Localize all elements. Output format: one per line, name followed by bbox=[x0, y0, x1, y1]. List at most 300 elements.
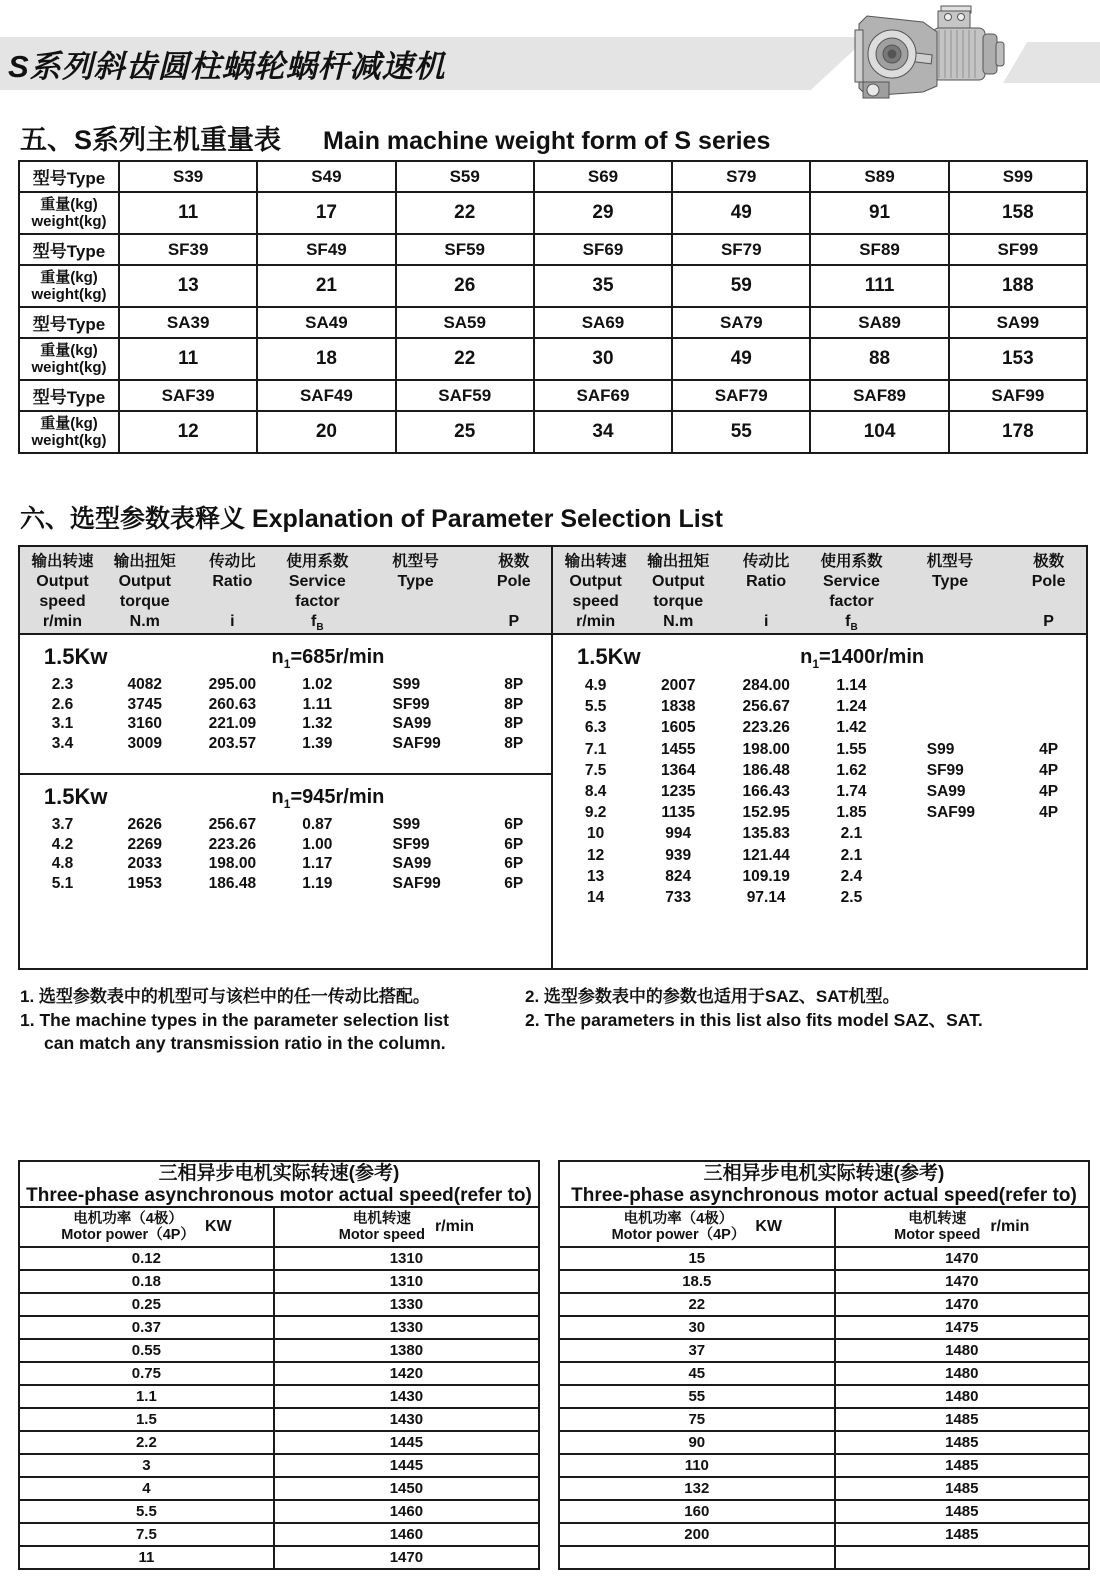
param-cell bbox=[1011, 845, 1086, 866]
weight-table-weight-row bbox=[19, 338, 1087, 380]
header-unit bbox=[355, 612, 477, 632]
weight-label-cn: 重量(kg) bbox=[40, 342, 98, 359]
weight-cell: 29 bbox=[534, 192, 672, 234]
header-en: Output bbox=[118, 573, 171, 590]
param-cell: 135.83 bbox=[742, 825, 790, 843]
param-cell bbox=[889, 696, 1012, 717]
header-en: Motor power（4P） bbox=[611, 1227, 746, 1243]
param-cell: 3009 bbox=[127, 734, 163, 752]
header-en: Ratio bbox=[746, 573, 787, 590]
motor-table-row bbox=[19, 1523, 539, 1546]
motor-power-cell: 55 bbox=[559, 1385, 835, 1408]
param-cell: SAF99 bbox=[392, 874, 441, 892]
weight-cell: 20 bbox=[257, 411, 395, 453]
row-header-weight bbox=[19, 265, 119, 307]
type-cell: SAF89 bbox=[810, 380, 948, 411]
section6-heading: 六、选型参数表释义 Explanation of Parameter Selection List bbox=[20, 505, 723, 533]
motor-power-cell: 0.18 bbox=[19, 1270, 274, 1293]
motor-table-title-en: Three-phase asynchronous motor actual speed(refer to) bbox=[571, 1185, 1077, 1206]
motor-power-cell: 110 bbox=[559, 1454, 835, 1477]
param-cell: 3160 bbox=[127, 715, 163, 732]
param-cell: 198.00 bbox=[208, 855, 257, 872]
header-en: Pole bbox=[496, 573, 531, 590]
motor-table-row bbox=[559, 1385, 1089, 1408]
motor-speed-cell: 1470 bbox=[835, 1270, 1089, 1293]
param-cell: S99 bbox=[926, 740, 955, 758]
param-row bbox=[553, 845, 1086, 866]
motor-power-cell: 11 bbox=[19, 1546, 274, 1569]
motor-table-row bbox=[559, 1339, 1089, 1362]
param-cell: 6P bbox=[504, 835, 524, 853]
header-en2 bbox=[718, 592, 814, 612]
param-cell: 0.87 bbox=[302, 816, 333, 833]
param-row bbox=[553, 760, 1086, 781]
motor-table-row bbox=[559, 1247, 1089, 1270]
param-row bbox=[553, 866, 1086, 887]
param-cell: 2269 bbox=[127, 835, 163, 853]
motor-table-row bbox=[19, 1339, 539, 1362]
header-text-block bbox=[61, 1211, 195, 1243]
header-text-block bbox=[894, 1211, 980, 1243]
header-en2: torque bbox=[653, 593, 704, 610]
motor-speed-cell: 1485 bbox=[835, 1431, 1089, 1454]
motor-power-cell: 132 bbox=[559, 1477, 835, 1500]
header-en2 bbox=[477, 592, 551, 612]
weight-cell: 49 bbox=[672, 338, 810, 380]
param-column-header bbox=[553, 552, 638, 633]
row-header-type: 型号Type bbox=[19, 161, 119, 192]
param-row bbox=[20, 675, 551, 695]
note-1-en-line2: can match any transmission ratio in the column. bbox=[44, 1033, 446, 1053]
param-column-header bbox=[280, 552, 354, 633]
unit-main: N.m bbox=[129, 613, 160, 630]
param-cell: 2.3 bbox=[51, 676, 74, 693]
param-header-half bbox=[553, 547, 1086, 633]
motor-speed-cell: 1480 bbox=[835, 1385, 1089, 1408]
param-cell: 295.00 bbox=[208, 676, 257, 693]
motor-power-header bbox=[559, 1207, 835, 1247]
weight-table-type-row bbox=[19, 234, 1087, 265]
motor-speed-cell: 1475 bbox=[835, 1316, 1089, 1339]
header-cn: 电机转速 bbox=[352, 1211, 411, 1227]
motor-speed-cell: 1310 bbox=[274, 1270, 539, 1293]
param-column-header bbox=[20, 552, 105, 633]
param-cell: 1.55 bbox=[836, 740, 867, 758]
motor-speed-cell: 1430 bbox=[274, 1408, 539, 1431]
motor-speed-cell: 1480 bbox=[835, 1362, 1089, 1385]
motor-power-cell: 1.1 bbox=[19, 1385, 274, 1408]
param-header-half bbox=[20, 547, 553, 633]
weight-label-cn: 重量(kg) bbox=[40, 415, 98, 432]
param-cell: 1.42 bbox=[836, 719, 867, 737]
param-cell: 97.14 bbox=[746, 888, 786, 906]
param-cell: 1.32 bbox=[302, 715, 333, 732]
param-row bbox=[553, 802, 1086, 823]
motor-power-cell: 0.12 bbox=[19, 1247, 274, 1270]
motor-speed-cell: 1445 bbox=[274, 1454, 539, 1477]
type-cell: SF99 bbox=[949, 234, 1087, 265]
type-cell: SA79 bbox=[672, 307, 810, 338]
param-cell: 1.85 bbox=[836, 804, 867, 822]
param-column-header bbox=[105, 552, 185, 633]
param-cell: 2.5 bbox=[840, 888, 863, 906]
param-row bbox=[20, 734, 551, 754]
param-cell: SF99 bbox=[392, 835, 430, 853]
header-cn: 使用系数 bbox=[820, 553, 883, 570]
param-column-header bbox=[185, 552, 281, 633]
param-row bbox=[553, 696, 1086, 717]
weight-cell: 35 bbox=[534, 265, 672, 307]
param-cell: 1135 bbox=[661, 804, 696, 822]
n-subscript: 1 bbox=[283, 657, 291, 671]
header-en: Output bbox=[36, 573, 89, 590]
param-cell: 8P bbox=[504, 715, 524, 732]
unit-main: r/min bbox=[576, 613, 616, 630]
param-cell: 260.63 bbox=[208, 695, 257, 713]
type-cell: SF39 bbox=[119, 234, 257, 265]
param-cell: 12 bbox=[587, 846, 605, 864]
motor-power-cell: 15 bbox=[559, 1247, 835, 1270]
motor-speed-cell: 1470 bbox=[274, 1546, 539, 1569]
motor-table-row bbox=[19, 1546, 539, 1569]
motor-table-title-en: Three-phase asynchronous motor actual speed(refer to) bbox=[26, 1185, 532, 1206]
n-value: =1400r/min bbox=[819, 646, 925, 668]
header-en2 bbox=[1011, 592, 1086, 612]
motor-table-row bbox=[19, 1408, 539, 1431]
note-1-en-line1: 1. The machine types in the parameter selection list bbox=[20, 1010, 449, 1030]
param-cell: 4P bbox=[1039, 761, 1059, 779]
param-cell: 2007 bbox=[660, 677, 696, 694]
motor-speed-cell: 1445 bbox=[274, 1431, 539, 1454]
motor-speed-header bbox=[274, 1207, 539, 1247]
input-speed-label bbox=[756, 646, 969, 671]
page-title: S系列斜齿圆柱蜗轮蜗杆减速机 bbox=[8, 49, 446, 84]
weight-cell: 21 bbox=[257, 265, 395, 307]
param-cell: SAF99 bbox=[392, 734, 441, 752]
motor-speed-cell: 1485 bbox=[835, 1500, 1089, 1523]
param-cell: 256.67 bbox=[208, 816, 257, 833]
param-cell: 8P bbox=[504, 734, 524, 752]
motor-table-row bbox=[19, 1316, 539, 1339]
param-cell bbox=[889, 845, 1012, 866]
motor-table-row bbox=[559, 1546, 1089, 1569]
header-en2 bbox=[185, 592, 281, 612]
param-cell bbox=[1011, 866, 1086, 887]
param-group-685 bbox=[20, 635, 551, 775]
motor-table-row bbox=[559, 1270, 1089, 1293]
param-cell bbox=[889, 823, 1012, 844]
input-speed-label bbox=[222, 646, 434, 671]
weight-cell: 12 bbox=[119, 411, 257, 453]
param-cell: 6P bbox=[504, 816, 524, 833]
type-cell: S39 bbox=[119, 161, 257, 192]
weight-table-weight-row bbox=[19, 411, 1087, 453]
param-cell: 1.74 bbox=[836, 782, 867, 800]
weight-label-en: weight(kg) bbox=[31, 286, 107, 303]
header-en: Ratio bbox=[212, 573, 253, 590]
weight-cell: 88 bbox=[810, 338, 948, 380]
weight-cell: 18 bbox=[257, 338, 395, 380]
weight-label-cn: 重量(kg) bbox=[40, 196, 98, 213]
header-cn: 传动比 bbox=[742, 553, 790, 570]
motor-speed-cell: 1380 bbox=[274, 1339, 539, 1362]
motor-table-title-row bbox=[19, 1161, 539, 1207]
param-cell: 166.43 bbox=[742, 782, 790, 800]
motor-speed-table-right bbox=[558, 1160, 1090, 1570]
motor-speed-table-left bbox=[18, 1160, 540, 1570]
motor-table-row bbox=[559, 1500, 1089, 1523]
unit-main: r/min bbox=[42, 613, 83, 630]
note-2 bbox=[525, 985, 1084, 1055]
power-label: 1.5Kw bbox=[43, 644, 108, 669]
row-header-weight bbox=[19, 338, 119, 380]
param-cell: 1.02 bbox=[302, 676, 333, 693]
type-cell: SA69 bbox=[534, 307, 672, 338]
motor-power-cell: 5.5 bbox=[19, 1500, 274, 1523]
param-cell: 5.5 bbox=[584, 698, 607, 716]
power-label: 1.5Kw bbox=[43, 784, 108, 809]
type-cell: SAF99 bbox=[949, 380, 1087, 411]
motor-table-row bbox=[559, 1523, 1089, 1546]
n-value: =945r/min bbox=[290, 786, 385, 808]
section5-title-en: Main machine weight form of S series bbox=[323, 127, 771, 155]
param-cell: 2033 bbox=[127, 855, 163, 872]
note-2-cn: 2. 选型参数表中的参数也适用于SAZ、SAT机型。 bbox=[525, 987, 900, 1006]
param-column-header bbox=[889, 552, 1012, 633]
weight-cell: 55 bbox=[672, 411, 810, 453]
parameter-table-right-half bbox=[553, 635, 1086, 968]
note-1 bbox=[20, 985, 525, 1055]
type-cell: SA49 bbox=[257, 307, 395, 338]
param-cell: 4.9 bbox=[584, 677, 607, 694]
header-unit bbox=[185, 612, 281, 632]
param-cell: 1.62 bbox=[836, 761, 867, 779]
weight-cell: 17 bbox=[257, 192, 395, 234]
param-cell: 14 bbox=[587, 888, 605, 906]
param-row bbox=[20, 815, 551, 835]
note-2-en: 2. The parameters in this list also fits model SAZ、SAT. bbox=[525, 1010, 983, 1030]
section5-title-cn: 五、S系列主机重量表 bbox=[20, 125, 282, 155]
header-cn: 电机功率（4极） bbox=[73, 1211, 183, 1227]
motor-speed-cell: 1460 bbox=[274, 1523, 539, 1546]
param-cell: 1.11 bbox=[302, 695, 332, 713]
motor-power-cell: 0.55 bbox=[19, 1339, 274, 1362]
motor-power-cell: 2.2 bbox=[19, 1431, 274, 1454]
param-cell: 256.67 bbox=[742, 698, 790, 716]
motor-speed-cell: 1485 bbox=[835, 1523, 1089, 1546]
param-cell: 4.2 bbox=[51, 835, 74, 853]
param-cell: 733 bbox=[665, 888, 692, 906]
param-column-header bbox=[638, 552, 718, 633]
motor-table-row bbox=[19, 1477, 539, 1500]
param-cell: 186.48 bbox=[208, 874, 257, 892]
header-unit bbox=[280, 612, 354, 632]
motor-table-title bbox=[19, 1161, 539, 1207]
motor-table-header-row bbox=[559, 1207, 1089, 1247]
type-cell: SAF79 bbox=[672, 380, 810, 411]
motor-table-row bbox=[19, 1293, 539, 1316]
motor-speed-cell: 1470 bbox=[835, 1247, 1089, 1270]
parameter-table-body bbox=[20, 635, 1086, 968]
motor-speed-cell: 1485 bbox=[835, 1477, 1089, 1500]
motor-table-row bbox=[19, 1500, 539, 1523]
header-en: Motor power（4P） bbox=[61, 1227, 195, 1243]
param-column-header bbox=[477, 552, 551, 633]
param-cell bbox=[1011, 823, 1086, 844]
param-row bbox=[553, 717, 1086, 738]
param-cell: S99 bbox=[392, 676, 421, 693]
param-cell: 203.57 bbox=[208, 734, 257, 752]
param-row bbox=[20, 835, 551, 855]
param-cell: 2.1 bbox=[840, 825, 863, 843]
parameter-table bbox=[18, 545, 1088, 970]
header-cn: 输出转速 bbox=[31, 553, 94, 570]
motor-power-cell: 30 bbox=[559, 1316, 835, 1339]
param-row bbox=[553, 887, 1086, 908]
header-en: Output bbox=[569, 573, 622, 590]
header-cn: 输出转速 bbox=[564, 553, 627, 570]
header-cn: 极数 bbox=[1033, 553, 1065, 570]
n-subscript: 1 bbox=[283, 797, 291, 811]
unit-main: i bbox=[763, 613, 769, 630]
param-cell: 4P bbox=[1039, 804, 1059, 822]
param-cell: 13 bbox=[587, 867, 605, 885]
param-cell: 824 bbox=[665, 867, 692, 885]
param-group-1400 bbox=[553, 635, 1086, 968]
header-unit: r/min bbox=[434, 1218, 475, 1235]
unit-main: i bbox=[230, 613, 235, 630]
param-cell: 4.8 bbox=[51, 855, 74, 872]
weight-cell: 11 bbox=[119, 192, 257, 234]
header-en: Type bbox=[397, 573, 434, 590]
param-cell: 223.26 bbox=[208, 835, 257, 853]
header-unit bbox=[553, 612, 638, 632]
header-en2: speed bbox=[572, 593, 619, 610]
n-value: =685r/min bbox=[290, 646, 385, 668]
type-cell: SA89 bbox=[810, 307, 948, 338]
param-cell: 8P bbox=[504, 695, 524, 713]
param-cell: 152.95 bbox=[742, 804, 790, 822]
n-symbol: n bbox=[800, 646, 813, 668]
motor-speed-cell bbox=[835, 1546, 1089, 1569]
header-en: Service bbox=[822, 573, 880, 590]
power-speed-row bbox=[20, 775, 551, 815]
type-cell: S89 bbox=[810, 161, 948, 192]
header-unit bbox=[477, 612, 551, 632]
header-en: Type bbox=[931, 573, 969, 590]
param-cell bbox=[889, 675, 1012, 696]
weight-label-en: weight(kg) bbox=[31, 359, 107, 376]
param-cell: 2.6 bbox=[51, 695, 74, 713]
header-cn: 机型号 bbox=[926, 553, 974, 570]
weight-cell: 25 bbox=[396, 411, 534, 453]
header-unit bbox=[20, 612, 105, 632]
type-cell: SF89 bbox=[810, 234, 948, 265]
weight-cell: 11 bbox=[119, 338, 257, 380]
motor-speed-cell: 1330 bbox=[274, 1316, 539, 1339]
notes bbox=[20, 985, 1084, 1055]
param-cell bbox=[889, 866, 1012, 887]
motor-power-cell: 0.25 bbox=[19, 1293, 274, 1316]
motor-power-cell: 7.5 bbox=[19, 1523, 274, 1546]
weight-cell: 91 bbox=[810, 192, 948, 234]
header-en: Motor speed bbox=[894, 1227, 981, 1243]
motor-power-cell: 0.75 bbox=[19, 1362, 274, 1385]
weight-cell: 158 bbox=[949, 192, 1087, 234]
param-cell: S99 bbox=[392, 816, 421, 833]
motor-power-cell: 18.5 bbox=[559, 1270, 835, 1293]
param-cell: 221.09 bbox=[208, 715, 257, 732]
param-cell: 1.24 bbox=[836, 698, 867, 716]
header-unit: KW bbox=[204, 1218, 232, 1235]
param-cell: 223.26 bbox=[742, 719, 790, 737]
weight-table-weight-row bbox=[19, 192, 1087, 234]
param-cell: 8P bbox=[504, 676, 524, 693]
motor-power-cell: 45 bbox=[559, 1362, 835, 1385]
type-cell: SAF59 bbox=[396, 380, 534, 411]
header-en: Output bbox=[652, 573, 705, 590]
param-column-header bbox=[814, 552, 889, 633]
motor-table-row bbox=[19, 1385, 539, 1408]
n-symbol: n bbox=[271, 646, 284, 668]
motor-power-cell: 90 bbox=[559, 1431, 835, 1454]
header-en2: speed bbox=[39, 593, 86, 610]
param-cell: 7.1 bbox=[584, 740, 607, 758]
weight-cell: 22 bbox=[396, 192, 534, 234]
motor-table-row bbox=[19, 1362, 539, 1385]
param-cell: 10 bbox=[587, 825, 605, 843]
type-cell: S79 bbox=[672, 161, 810, 192]
header-unit: KW bbox=[755, 1218, 782, 1235]
type-cell: SA99 bbox=[949, 307, 1087, 338]
type-cell: S49 bbox=[257, 161, 395, 192]
weight-table-weight-row bbox=[19, 265, 1087, 307]
header-cn: 电机功率（4极） bbox=[623, 1211, 734, 1227]
motor-power-cell bbox=[559, 1546, 835, 1569]
param-row bbox=[553, 739, 1086, 760]
motor-speed-cell: 1485 bbox=[835, 1454, 1089, 1477]
motor-table-row bbox=[559, 1362, 1089, 1385]
param-cell: SA99 bbox=[926, 782, 966, 800]
type-cell: S69 bbox=[534, 161, 672, 192]
weight-cell: 13 bbox=[119, 265, 257, 307]
weight-table-type-row bbox=[19, 380, 1087, 411]
param-row bbox=[20, 854, 551, 874]
motor-power-header bbox=[19, 1207, 274, 1247]
row-header-type: 型号Type bbox=[19, 234, 119, 265]
param-cell: 994 bbox=[665, 825, 692, 843]
motor-speed-cell: 1330 bbox=[274, 1293, 539, 1316]
power-label: 1.5Kw bbox=[576, 644, 641, 669]
header-cn: 电机转速 bbox=[908, 1211, 967, 1227]
motor-table-row bbox=[19, 1454, 539, 1477]
header-text-block bbox=[339, 1211, 425, 1243]
motor-power-cell: 160 bbox=[559, 1500, 835, 1523]
row-header-type: 型号Type bbox=[19, 380, 119, 411]
header-cn: 机型号 bbox=[392, 553, 439, 570]
param-cell: 2.4 bbox=[840, 867, 863, 885]
weight-cell: 178 bbox=[949, 411, 1087, 453]
type-cell: SAF49 bbox=[257, 380, 395, 411]
weight-cell: 188 bbox=[949, 265, 1087, 307]
motor-table-row bbox=[19, 1270, 539, 1293]
weight-cell: 34 bbox=[534, 411, 672, 453]
header-en2: factor bbox=[829, 593, 874, 610]
param-cell: 1605 bbox=[660, 719, 696, 737]
param-cell: 6.3 bbox=[584, 719, 607, 737]
header-cn: 极数 bbox=[498, 553, 530, 570]
param-cell: 284.00 bbox=[742, 677, 790, 694]
